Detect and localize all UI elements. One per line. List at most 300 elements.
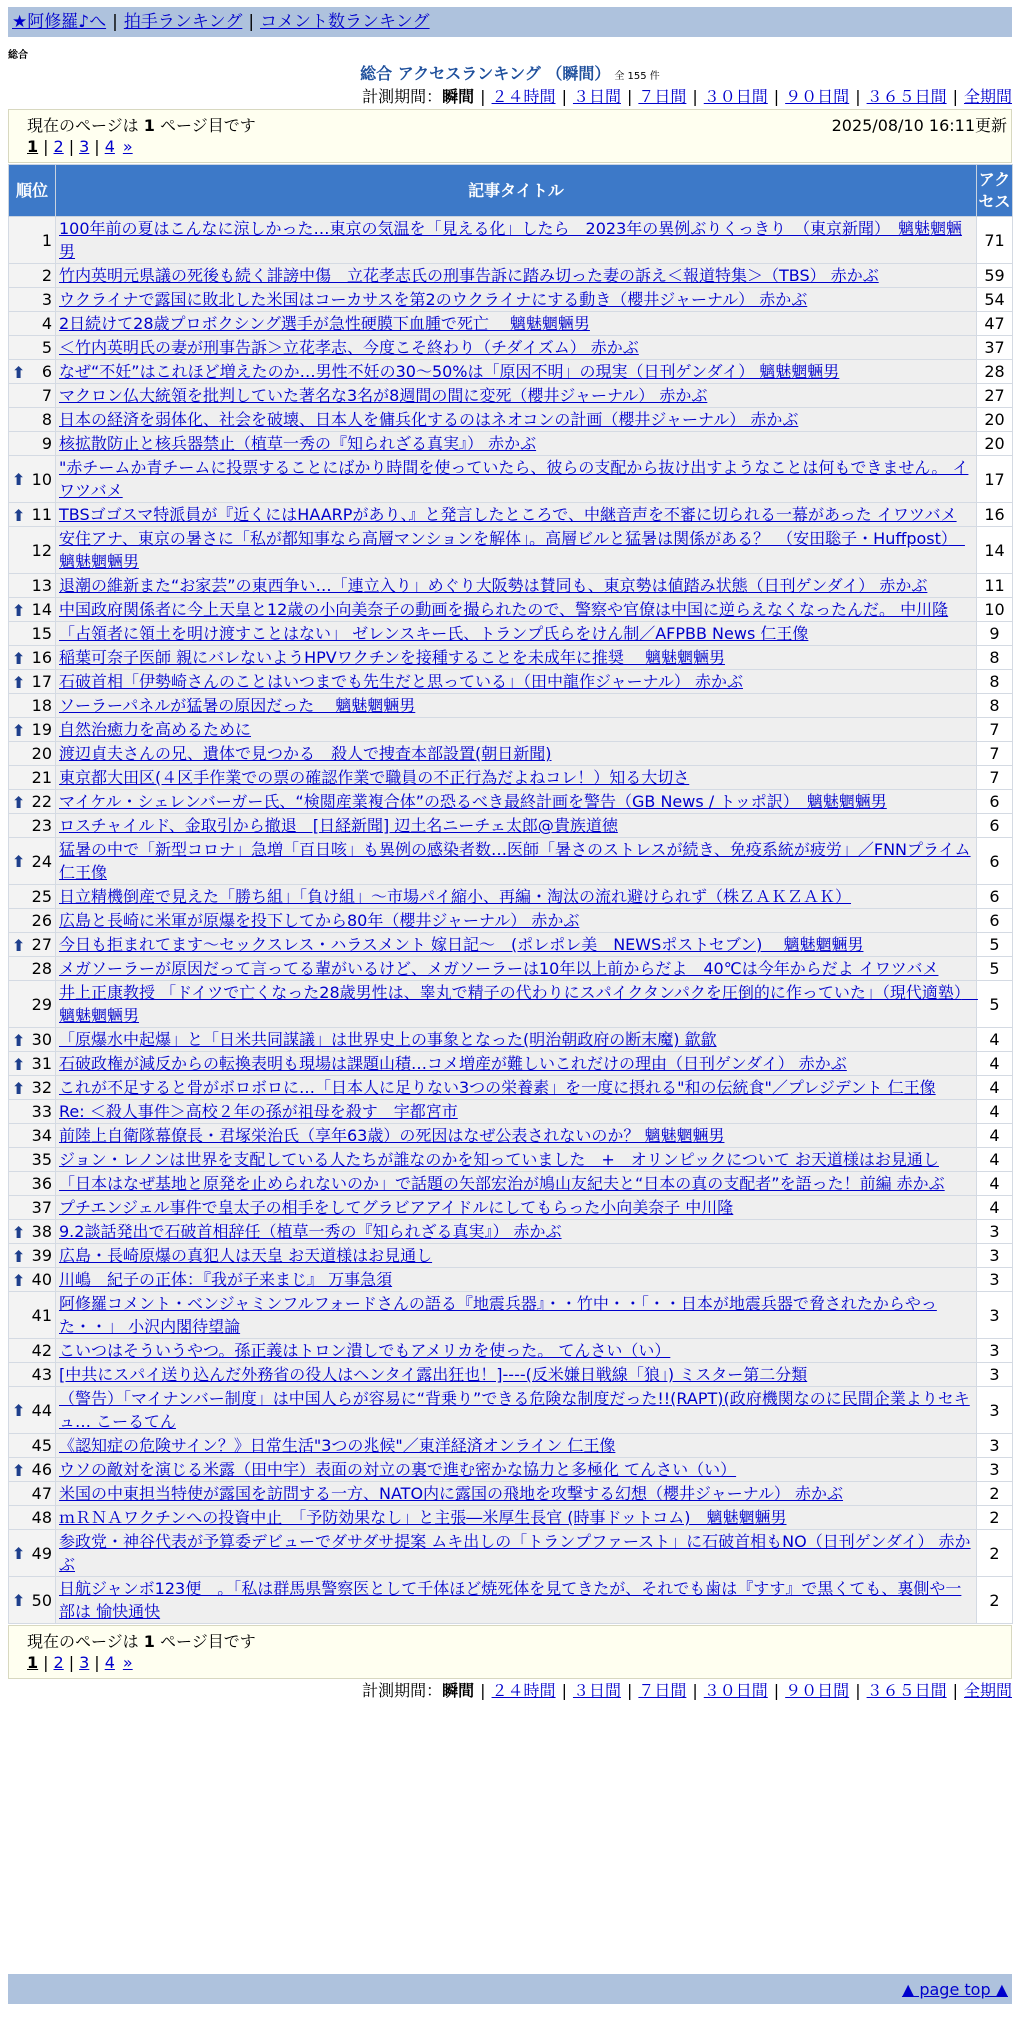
period-link[interactable]: 全期間 (963, 87, 1012, 106)
title-cell (56, 742, 977, 766)
rank-cell (9, 1124, 56, 1148)
access-count: 3 (977, 1244, 1013, 1268)
table-row (9, 646, 1013, 670)
access-count: 6 (977, 838, 1013, 885)
title-cell (56, 1506, 977, 1530)
rank-cell (9, 1196, 56, 1220)
rank-cell (9, 312, 56, 336)
period-link[interactable]: ３０日間 (703, 87, 768, 106)
title-cell (56, 1458, 977, 1482)
article-link[interactable]: 自然治癒力を高めるために (59, 720, 252, 739)
pager-prefix: 現在のページは (27, 1632, 144, 1651)
arrow-up-icon: ⬆ (12, 1054, 26, 1074)
article-link[interactable]: [中共にスパイ送り込んだ外務省の役人はヘンタイ露出狂也！]----(反米嫌日戦線「狼」) ミスター第二分類 (59, 1365, 808, 1384)
rank-number: 2 (41, 266, 52, 285)
rank-cell (9, 790, 56, 814)
rank-cell (9, 598, 56, 622)
pager-page-link[interactable]: 2 (53, 137, 64, 156)
table-row (9, 1268, 1013, 1292)
period-separator: | (855, 87, 861, 106)
period-separator: | (773, 87, 780, 106)
arrow-up-icon: ⬆ (12, 1078, 26, 1098)
access-count: 8 (977, 670, 1013, 694)
page-title-block (0, 64, 1020, 87)
rank-cell (9, 408, 56, 432)
section-label: 総合 (8, 50, 28, 61)
pager-page-link[interactable]: 3 (79, 1653, 90, 1672)
rank-number: 31 (31, 1054, 52, 1073)
title-cell (56, 217, 977, 264)
clap-ranking-link[interactable]: 拍手ランキング (123, 12, 243, 32)
article-link[interactable]: 石破政権が減反からの転換表明も現場は課題山積…コメ増産が難しいこれだけの理由（日刊ゲンダイ） 赤かぶ (59, 1054, 847, 1073)
table-row (9, 1100, 1013, 1124)
page-title: 総合 アクセスランキング （瞬間） (360, 64, 611, 83)
period-link[interactable]: ９０日間 (785, 87, 850, 106)
period-selector-bottom (362, 1681, 1012, 1701)
table-row (9, 670, 1013, 694)
column-header-rank: 順位 (9, 165, 56, 217)
article-link[interactable]: 稲葉可奈子医師 親にバレないようHPVワクチンを接種することを未成年に推奨 魑魅魍魎男 (59, 648, 725, 667)
rank-number: 23 (31, 816, 52, 835)
article-link[interactable]: 「日本はなぜ基地と原発を止められないのか」で話題の矢部宏治が鳩山友紀夫と“日本の真の支配者”を語った！前編 赤かぶ (59, 1174, 945, 1193)
article-link[interactable]: 100年前の夏はこんなに涼しかった…東京の気温を「見える化」したら 2023年の異例ぶりくっきり （東京新聞） 魑魅魍魎男 (59, 219, 962, 261)
rank-cell (9, 574, 56, 598)
access-count: 11 (977, 574, 1013, 598)
rank-number: 42 (31, 1341, 52, 1360)
title-cell (56, 360, 977, 384)
rank-number: 27 (31, 935, 52, 954)
article-link[interactable]: 竹内英明元県議の死後も続く誹謗中傷 立花孝志氏の刑事告訴に踏み切った妻の訴え＜報道特集＞（TBS） 赤かぶ (59, 266, 879, 285)
rank-cell (9, 909, 56, 933)
table-row (9, 1028, 1013, 1052)
pager-current-page: 1 (27, 137, 39, 156)
page-top-link[interactable]: ▲ page top ▲ (901, 1980, 1008, 1999)
article-link[interactable]: 中国政府関係者に今上天皇と12歳の小向美奈子の動画を撮られたので、警察や官僚は中国に逆らえなくなったんだ。 中川隆 (59, 600, 949, 619)
access-count: 2 (977, 1506, 1013, 1530)
rank-number: 19 (31, 720, 52, 739)
article-link[interactable]: 猛暑の中で「新型コロナ」急増「百日咳」も異例の感染者数…医師「暑さのストレスが続き、免疫系統が疲労」／FNNプライム 仁王像 (59, 840, 971, 882)
access-count: 59 (977, 264, 1013, 288)
article-link[interactable]: ウクライナで露国に敗北した米国はコーカサスを第2のウクライナにする動き（櫻井ジャーナル） 赤かぶ (59, 290, 808, 309)
access-count: 8 (977, 694, 1013, 718)
table-row (9, 288, 1013, 312)
pager-page-link[interactable]: 3 (79, 137, 90, 156)
arrow-up-icon: ⬆ (12, 648, 26, 668)
title-cell (56, 670, 977, 694)
period-separator: | (561, 1681, 567, 1700)
table-row (9, 1244, 1013, 1268)
rank-cell (9, 1577, 56, 1624)
access-count: 4 (977, 1052, 1013, 1076)
arrow-up-icon: ⬆ (12, 505, 26, 525)
title-cell (56, 1076, 977, 1100)
rank-number: 8 (41, 410, 52, 429)
title-cell (56, 694, 977, 718)
access-count: 3 (977, 1458, 1013, 1482)
article-link[interactable]: 広島・長崎原爆の真犯人は天皇 お天道様はお見通し (59, 1246, 433, 1265)
period-link[interactable]: 全期間 (963, 1681, 1012, 1700)
access-count: 5 (977, 957, 1013, 981)
table-row (9, 598, 1013, 622)
rank-cell (9, 1052, 56, 1076)
title-cell (56, 503, 977, 527)
title-cell (56, 885, 977, 909)
rank-number: 14 (31, 600, 52, 619)
rank-number: 13 (31, 576, 52, 595)
pager-separator: | (68, 137, 75, 156)
pager-next-link[interactable]: » (122, 137, 133, 156)
article-link[interactable]: メガソーラーが原因だって言ってる輩がいるけど、メガソーラーは10年以上前からだよ 40℃は今年からだよ イワツバメ (59, 959, 939, 978)
article-link[interactable]: こいつはそういうやつ。孫正義はトロン潰しでもアメリカを使った。 てんさい（い） (59, 1341, 671, 1360)
period-link[interactable]: ３日間 (572, 1681, 621, 1700)
title-cell (56, 1244, 977, 1268)
article-link[interactable]: なぜ“不妊”はこれほど増えたのか…男性不妊の30～50%は「原因不明」の現実（日刊ゲンダイ） 魑魅魍魎男 (59, 362, 840, 381)
article-link[interactable]: 核拡散防止と核兵器禁止（植草一秀の『知られざる真実』） 赤かぶ (59, 434, 537, 453)
title-cell (56, 1220, 977, 1244)
rank-number: 5 (41, 338, 52, 357)
rank-number: 45 (31, 1436, 52, 1455)
rank-cell (9, 527, 56, 574)
table-row (9, 217, 1013, 264)
article-link[interactable]: 参政党・神谷代表が予算委デビューでダサダサ提案 ムキ出しの「トランプファースト」に石破首相もNO（日刊ゲンダイ） 赤かぶ (59, 1532, 971, 1574)
rank-cell (9, 646, 56, 670)
table-row (9, 1172, 1013, 1196)
rank-number: 9 (41, 434, 52, 453)
access-count: 47 (977, 312, 1013, 336)
article-link[interactable]: 今日も拒まれてます～セックスレス・ハラスメント 嫁日記～ (ポレポレ美 NEWSポストセブン) 魑魅魍魎男 (59, 935, 864, 954)
title-cell (56, 1028, 977, 1052)
table-row (9, 838, 1013, 885)
period-link[interactable]: ７日間 (638, 87, 687, 106)
period-separator: | (692, 1681, 698, 1700)
title-cell (56, 312, 977, 336)
rank-number: 43 (31, 1365, 52, 1384)
total-count: 全 155 件 (614, 71, 660, 82)
title-cell (56, 1363, 977, 1387)
pager-next-link[interactable]: » (122, 1653, 133, 1672)
period-link[interactable]: ９０日間 (785, 1681, 850, 1700)
rank-number: 35 (31, 1150, 52, 1169)
pager-current: 1 (143, 1632, 155, 1651)
rank-cell (9, 1076, 56, 1100)
rank-cell (9, 1482, 56, 1506)
rank-cell (9, 670, 56, 694)
arrow-up-icon: ⬆ (12, 1246, 26, 1266)
period-link[interactable]: ２４時間 (491, 87, 556, 106)
table-row (9, 1387, 1013, 1434)
title-cell (56, 1172, 977, 1196)
rank-cell (9, 1434, 56, 1458)
table-row (9, 408, 1013, 432)
title-cell (56, 622, 977, 646)
rank-number: 18 (31, 696, 52, 715)
article-link[interactable]: TBSゴゴスマ特派員が『近くにはHAARPがあり、』と発言したところで、中継音声を不審に切られる一幕があった イワツバメ (59, 505, 957, 524)
access-count: 2 (977, 1530, 1013, 1577)
article-link[interactable]: 2日続けて28歳プロボクシング選手が急性硬膜下血腫で死亡 魑魅魍魎男 (59, 314, 590, 333)
access-count: 20 (977, 432, 1013, 456)
article-link[interactable]: ウソの敵対を演じる米露（田中宇）表面の対立の裏で進む密かな協力と多極化 てんさい（い） (59, 1460, 737, 1479)
article-link[interactable]: （警告）「マイナンバー制度」は中国人らが容易に“背乗り”できる危険な制度だった!!(RAPT)(政府機関なのに民間企業よりセキュ… こーるてん (59, 1389, 970, 1431)
rank-cell (9, 1387, 56, 1434)
access-count: 14 (977, 527, 1013, 574)
rank-cell (9, 503, 56, 527)
access-count: 2 (977, 1482, 1013, 1506)
rank-number: 26 (31, 911, 52, 930)
period-link[interactable]: ２４時間 (491, 1681, 556, 1700)
period-link[interactable]: ３６５日間 (866, 87, 947, 106)
article-link[interactable]: 《認知症の危険サイン？》日常生活"3つの兆候"／東洋経済オンライン 仁王像 (59, 1436, 616, 1455)
article-link[interactable]: 日航ジャンボ123便 。「私は群馬県警察医として千体ほど焼死体を見てきたが、それでも歯は『すす』で黒くても、裏側や一部は 愉快通快 (59, 1579, 962, 1621)
table-row (9, 718, 1013, 742)
article-link[interactable]: 米国の中東担当特使が露国を訪問する一方、NATO内に露国の飛地を攻撃する幻想（櫻井ジャーナル） 赤かぶ (59, 1484, 844, 1503)
period-link[interactable]: ７日間 (638, 1681, 687, 1700)
table-row (9, 814, 1013, 838)
table-row (9, 909, 1013, 933)
rank-number: 12 (31, 540, 52, 560)
ranking-table (8, 164, 1013, 1624)
article-link[interactable]: ソーラーパネルが猛暑の原因だった 魑魅魍魎男 (59, 696, 416, 715)
access-count: 4 (977, 1124, 1013, 1148)
article-link[interactable]: プチエンジェル事件で皇太子の相手をしてグラビアアイドルにしてもらった小向美奈子 中川隆 (59, 1198, 734, 1217)
table-row (9, 622, 1013, 646)
period-separator: | (952, 87, 958, 106)
table-row (9, 1577, 1013, 1624)
period-link[interactable]: ３日間 (572, 87, 621, 106)
article-link[interactable]: 東京都大田区(４区手作業での票の確認作業で職員の不正行為だよねコレ！）知る大切さ (59, 768, 690, 787)
rank-cell (9, 336, 56, 360)
title-cell (56, 790, 977, 814)
article-link[interactable]: 川嶋 紀子の正体：『我が子来まじ』 万事急須 (59, 1270, 393, 1289)
pager-separator: | (94, 1653, 100, 1672)
rank-cell (9, 1172, 56, 1196)
pager-prefix: 現在のページは (27, 116, 144, 135)
rank-number: 41 (31, 1305, 52, 1325)
article-link[interactable]: 渡辺貞夫さんの兄、遺体で見つかる 殺人で捜査本部設置(朝日新聞) (59, 744, 552, 763)
article-link[interactable]: これが不足すると骨がボロボロに…「日本人に足りない3つの栄養素」を一度に摂れる"和の伝統食"／プレジデント 仁王像 (59, 1078, 936, 1097)
rank-number: 22 (31, 792, 52, 811)
title-cell (56, 456, 977, 503)
comment-ranking-link[interactable]: コメント数ランキング (260, 12, 430, 32)
article-link[interactable]: 9.2談話発出で石破首相辞任（植草一秀の『知られざる真実』） 赤かぶ (59, 1222, 562, 1241)
period-separator: | (561, 87, 567, 106)
title-cell (56, 1052, 977, 1076)
article-link[interactable]: マイケル・シェレンバーガー氏、“検閲産業複合体”の恐るべき最終計画を警告（GB News / トッポ訳） 魑魅魍魎男 (59, 792, 887, 811)
table-row (9, 1339, 1013, 1363)
title-cell (56, 264, 977, 288)
pager-suffix: ページ目です (154, 116, 256, 135)
rank-cell (9, 432, 56, 456)
table-row (9, 742, 1013, 766)
arrow-up-icon: ⬆ (12, 1222, 26, 1242)
access-count: 9 (977, 622, 1013, 646)
article-link[interactable]: ロスチャイルド、金取引から撤退 [日経新聞] 辺土名ニーチェ太郎@貴族道徳 (59, 816, 618, 835)
rank-cell (9, 957, 56, 981)
access-count: 16 (977, 503, 1013, 527)
table-row (9, 933, 1013, 957)
access-count: 5 (977, 933, 1013, 957)
title-cell (56, 408, 977, 432)
title-cell (56, 1268, 977, 1292)
rank-cell (9, 1339, 56, 1363)
title-cell (56, 1100, 977, 1124)
rank-number: 39 (31, 1246, 52, 1265)
period-link[interactable]: ３６５日間 (866, 1681, 947, 1700)
rank-number: 48 (31, 1508, 52, 1527)
arrow-up-icon: ⬆ (12, 600, 26, 620)
access-count: 2 (977, 1577, 1013, 1624)
period-separator: | (480, 1681, 486, 1700)
rank-cell (9, 694, 56, 718)
table-row (9, 1434, 1013, 1458)
article-link[interactable]: ＜竹内英明氏の妻が刑事告訴＞立花孝志、今度こそ終わり（チダイズム） 赤かぶ (59, 338, 639, 357)
table-row (9, 981, 1013, 1028)
pager-separator: | (94, 137, 100, 156)
period-label: 計測期間： (362, 1681, 443, 1700)
article-link[interactable]: マクロン仏大統領を批判していた著名な3名が8週間の間に変死（櫻井ジャーナル） 赤かぶ (59, 386, 708, 405)
article-link[interactable]: 井上正康教授 「ドイツで亡くなった28歳男性は、睾丸で精子の代わりにスパイクタンパクを圧倒的に作っていた」（現代適塾） 魑魅魍魎男 (59, 983, 978, 1025)
article-link[interactable]: ジョン・レノンは世界を支配している人たちが誰なのかを知っていました + オリンピックについて お天道様はお見通し (59, 1150, 939, 1169)
period-current: 瞬間 (442, 1681, 475, 1700)
rank-number: 33 (31, 1102, 52, 1121)
access-count: 3 (977, 1339, 1013, 1363)
title-cell (56, 1124, 977, 1148)
title-cell (56, 1530, 977, 1577)
access-count: 4 (977, 1100, 1013, 1124)
rank-number: 4 (41, 314, 52, 333)
article-link[interactable]: Re: ＜殺人事件＞高校２年の孫が祖母を殺す 宇都宮市 (59, 1102, 458, 1121)
access-count: 54 (977, 288, 1013, 312)
period-link[interactable]: ３０日間 (703, 1681, 768, 1700)
period-separator: | (773, 1681, 780, 1700)
article-link[interactable]: 石破首相「伊勢崎さんのことはいつまでも先生だと思っている」（田中龍作ジャーナル） 赤かぶ (59, 672, 743, 691)
pager-page-link[interactable]: 2 (53, 1653, 64, 1672)
title-cell (56, 384, 977, 408)
period-separator: | (952, 1681, 958, 1700)
rank-cell (9, 766, 56, 790)
access-count: 28 (977, 360, 1013, 384)
rank-number: 10 (31, 469, 52, 489)
rank-cell (9, 360, 56, 384)
rank-number: 21 (31, 768, 52, 787)
table-row (9, 957, 1013, 981)
access-count: 6 (977, 885, 1013, 909)
arrow-up-icon: ⬆ (12, 1030, 26, 1050)
rank-number: 3 (41, 290, 52, 309)
access-count: 7 (977, 742, 1013, 766)
pager-links (27, 1653, 133, 1672)
table-row (9, 766, 1013, 790)
pager-status (27, 1629, 256, 1652)
access-count: 7 (977, 718, 1013, 742)
rank-number: 28 (31, 959, 52, 978)
title-cell (56, 1387, 977, 1434)
arrow-up-icon: ⬆ (12, 1401, 26, 1420)
article-link[interactable]: 阿修羅コメント・ベンジャミンフルフォードさんの語る『地震兵器』・・竹中・・「・・日本が地震兵器で脅されたからやった・・」 小沢内閣待望論 (59, 1294, 937, 1336)
access-count: 3 (977, 1387, 1013, 1434)
title-cell (56, 766, 977, 790)
title-cell (56, 909, 977, 933)
arrow-up-icon: ⬆ (12, 1460, 26, 1480)
pager-current: 1 (143, 116, 155, 135)
article-link[interactable]: "赤チームか青チームに投票することにばかり時間を使っていたら、彼らの支配から抜け出すようなことは何もできません。 イワツバメ (59, 458, 969, 500)
table-row (9, 527, 1013, 574)
pager-separator: | (68, 1653, 75, 1672)
title-cell (56, 527, 977, 574)
article-link[interactable]: 前陸上自衛隊幕僚長・君塚栄治氏（享年63歳）の死因はなぜ公表されないのか？ 魑魅魍魎男 (59, 1126, 725, 1145)
access-count: 3 (977, 1268, 1013, 1292)
access-count: 20 (977, 408, 1013, 432)
home-link[interactable]: ★阿修羅♪へ (12, 12, 107, 32)
access-count: 17 (977, 456, 1013, 503)
pager-suffix: ページ目です (154, 1632, 256, 1651)
article-link[interactable]: 広島と長崎に米軍が原爆を投下してから80年（櫻井ジャーナル） 赤かぶ (59, 911, 580, 930)
pager-page-link[interactable]: 4 (104, 1653, 115, 1672)
title-cell (56, 432, 977, 456)
table-row (9, 1220, 1013, 1244)
title-cell (56, 1196, 977, 1220)
table-row (9, 885, 1013, 909)
rank-number: 34 (31, 1126, 52, 1145)
access-count: 71 (977, 217, 1013, 264)
article-link[interactable]: 「原爆水中起爆」と「日米共同謀議」は世界史上の事象となった(明治朝政府の断末魔) 歙歙 (59, 1030, 717, 1049)
rank-cell (9, 1148, 56, 1172)
update-timestamp: 2025/08/10 16:11更新 (831, 116, 1007, 135)
title-cell (56, 646, 977, 670)
title-cell (56, 1339, 977, 1363)
arrow-up-icon: ⬆ (12, 1591, 26, 1610)
rank-number: 30 (31, 1030, 52, 1049)
table-row (9, 1482, 1013, 1506)
access-count: 4 (977, 1196, 1013, 1220)
table-row (9, 1458, 1013, 1482)
table-row (9, 1124, 1013, 1148)
title-cell (56, 1482, 977, 1506)
arrow-up-icon: ⬆ (12, 1270, 26, 1290)
table-row (9, 336, 1013, 360)
rank-number: 40 (31, 1270, 52, 1289)
bottom-bar (8, 1974, 1012, 2004)
title-cell (56, 1148, 977, 1172)
rank-cell (9, 288, 56, 312)
rank-cell (9, 718, 56, 742)
access-count: 6 (977, 909, 1013, 933)
pager-separator: | (43, 137, 49, 156)
pager-page-link[interactable]: 4 (104, 137, 115, 156)
article-link[interactable]: ｍＲＮＡワクチンへの投資中止 「予防効果なし」と主張―米厚生長官 (時事ドットコム) 魑魅魍魎男 (59, 1508, 787, 1527)
rank-number: 47 (31, 1484, 52, 1503)
article-link[interactable]: 日本の経済を弱体化、社会を破壊、日本人を傭兵化するのはネオコンの計画（櫻井ジャーナル） 赤かぶ (59, 410, 799, 429)
table-row (9, 432, 1013, 456)
rank-cell (9, 1530, 56, 1577)
rank-number: 16 (31, 648, 52, 667)
article-link[interactable]: 「占領者に領土を明け渡すことはない」 ゼレンスキー氏、トランプ氏らをけん制／AFPBB News 仁王像 (59, 624, 809, 643)
table-row (9, 456, 1013, 503)
article-link[interactable]: 日立精機倒産で見えた「勝ち組」「負け組」～市場パイ縮小、再編・淘汰の流れ避けられず（株ＺＡＫＺＡＫ） (59, 887, 852, 906)
top-nav-bar (8, 7, 1012, 37)
article-link[interactable]: 安住アナ、東京の暑さに「私が都知事なら高層マンションを解体」。高層ビルと猛暑は関係がある？ （安田聡子・Huffpost） 魑魅魍魎男 (59, 529, 965, 571)
arrow-up-icon: ⬆ (12, 672, 26, 692)
pager-status (27, 113, 256, 136)
rank-cell (9, 1506, 56, 1530)
table-row (9, 1076, 1013, 1100)
rank-number: 24 (31, 851, 52, 871)
pager-links (27, 137, 133, 156)
period-label: 計測期間： (362, 87, 443, 106)
pager-top (8, 109, 1012, 163)
article-link[interactable]: 退潮の維新また“お家芸”の東西争い…「連立入り」めぐり大阪勢は賛同も、東京勢は値踏み状態（日刊ゲンダイ） 赤かぶ (59, 576, 928, 595)
title-cell (56, 574, 977, 598)
arrow-up-icon: ⬆ (12, 720, 26, 740)
